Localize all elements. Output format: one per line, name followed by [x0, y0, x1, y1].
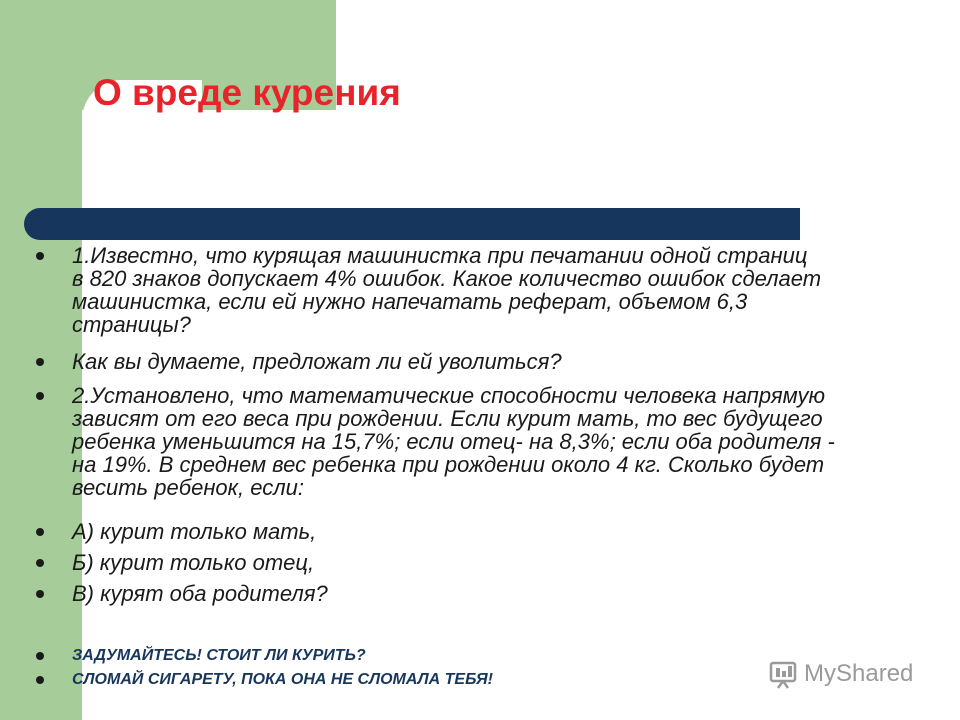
- bullet-item-5: [72, 551, 960, 574]
- bullet-item-3-line-5: весить ребенок, если:: [72, 475, 305, 500]
- bullet-item-6: [72, 582, 960, 605]
- slide-title: О вреде курения: [93, 72, 401, 113]
- bullet-item-3: [72, 384, 960, 499]
- bullet-item-6-line-1: В) курят оба родителя?: [72, 581, 328, 606]
- bullet-dot: [36, 590, 44, 598]
- bullet-dot: [36, 252, 44, 260]
- bullet-item-3-line-2: зависят от его веса при рождении. Если курит мать, то вес будущего: [72, 406, 823, 431]
- bullet-item-3-line-4: на 19%. В среднем вес ребенка при рождении около 4 кг. Сколько будет: [72, 452, 825, 477]
- bullet-item-1-line-4: страницы?: [72, 312, 191, 337]
- bullet-item-2: [72, 350, 960, 373]
- bullet-dot: [36, 652, 44, 660]
- myshared-watermark: [768, 656, 913, 692]
- bullet-dot: [36, 528, 44, 536]
- bullet-item-3-line-3: ребенка уменьшится на 15,7%; если отец- на 8,3%; если оба родителя -: [72, 429, 835, 454]
- bullet-item-2-line-1: Как вы думаете, предложат ли ей уволиться?: [72, 349, 562, 374]
- bullet-item-4: [72, 520, 960, 543]
- bullet-item-1-line-1: 1.Известно, что курящая машинистка при печатании одной страниц: [72, 243, 808, 268]
- bullet-dot: [36, 676, 44, 684]
- bullet-item-1-line-3: машинистка, если ей нужно напечатать реферат, объемом 6,3: [72, 289, 748, 314]
- bullet-item-4-line-1: А) курит только мать,: [72, 519, 317, 544]
- bullet-item-3-line-1: 2.Установлено, что математические способности человека напрямую: [72, 383, 826, 408]
- bullet-dot: [36, 358, 44, 366]
- bullet-dot: [36, 559, 44, 567]
- presentation-board-icon: [768, 659, 798, 689]
- watermark-text: MyShared: [804, 660, 914, 687]
- bullet-item-1-line-2: в 820 знаков допускает 4% ошибок. Какое количество ошибок сделает: [72, 266, 822, 291]
- bullet-item-5-line-1: Б) курит только отец,: [72, 550, 315, 575]
- footer-item-1-text: ЗАДУМАЙТЕСЬ! СТОИТ ЛИ КУРИТЬ?: [72, 647, 366, 664]
- footer-item-2-text: СЛОМАЙ СИГАРЕТУ, ПОКА ОНА НЕ СЛОМАЛА ТЕБЯ!: [72, 671, 493, 688]
- bullet-item-1: [72, 244, 960, 336]
- bullet-dot: [36, 392, 44, 400]
